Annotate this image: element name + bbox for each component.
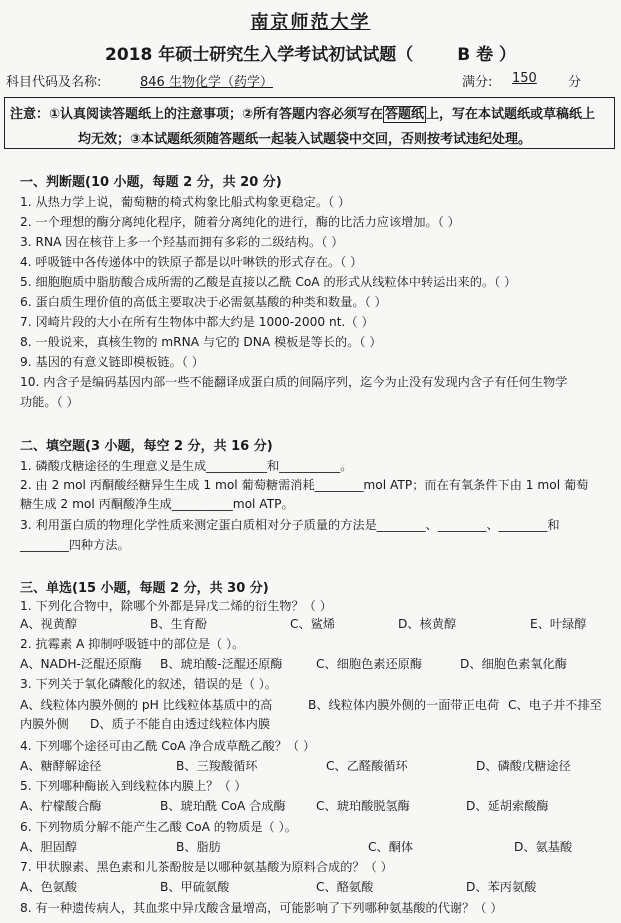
option: C、细胞色素还原酶 (316, 657, 423, 671)
judge-question-cont: 功能。（ ） (20, 395, 79, 409)
option: C、乙醛酸循环 (326, 759, 408, 773)
choice-question: 5. 下列哪种酶嵌入到线粒体内膜上？（ ） (20, 779, 247, 793)
fill-question-cont: ________四种方法。 (20, 538, 130, 552)
option: A、柠檬酸合酶 (20, 799, 102, 813)
subject-label: 科目代码及名称: (6, 75, 102, 90)
option: C、酮体 (368, 840, 414, 854)
option: B、脂肪 (176, 840, 221, 854)
notice-line-2: 均无效；③本试题纸须随答题纸一起装入试题袋中交回，否则按考试违纪处理。 (78, 132, 532, 147)
option: B、三羧酸循环 (176, 759, 258, 773)
section-3-title: 三、单选(15 小题，每题 2 分，共 30 分) (20, 581, 269, 596)
option-cont: 内膜外侧 (20, 717, 69, 731)
fill-question-cont: 糖生成 2 mol 丙酮酸净生成__________mol ATP。 (20, 497, 294, 511)
notice-line-1 (10, 103, 595, 122)
paper-version: B 卷 ） (457, 45, 517, 65)
judge-question: 4. 呼吸链中各传递体中的铁原子都是以叶啉铁的形式存在。（ ） (20, 255, 363, 269)
option: C、电子并不排至 (508, 698, 602, 712)
judge-question: 5. 细胞胞质中脂肪酸合成所需的乙酸是直接以乙酰 CoA 的形式从线粒体中转运出来的。（ ） (20, 275, 517, 289)
choice-question: 8. 有一种遗传病人，其血浆中异戊酸含量增高，可能影响了下列哪种氨基酸的代谢？（ ） (20, 901, 503, 915)
option: D、苯丙氨酸 (466, 880, 537, 894)
score-unit: 分 (568, 75, 582, 90)
score-label: 满分: (462, 75, 493, 90)
option: B、琥珀酰 CoA 合成酶 (160, 799, 286, 813)
option: D、延胡索酸酶 (466, 799, 549, 813)
option: A、线粒体内膜外侧的 pH 比线粒体基质中的高 (20, 698, 273, 712)
fill-question: 3. 利用蛋白质的物理化学性质来测定蛋白质相对分子质量的方法是________、________、________和 (20, 518, 560, 532)
option: B、线粒体内膜外侧的一面带正电荷 (308, 698, 500, 712)
judge-question: 2. 一个理想的酶分离纯化程序，随着分离纯化的进行，酶的比活力应该增加。（ ） (20, 215, 460, 229)
fill-question: 2. 由 2 mol 丙酮酸经糖异生生成 1 mol 葡萄糖需消耗________mol ATP；而在有氧条件下由 1 mol 葡萄 (20, 478, 589, 492)
choice-question: 1. 下列化合物中，除哪个外都是异戊二烯的衍生物？（ ） (20, 599, 332, 613)
option: D、核黄醇 (398, 617, 457, 631)
notice-line-1-b: 上，写在本试题纸或草稿纸上 (426, 107, 596, 122)
section-1-title: 一、判断题(10 小题，每题 2 分，共 20 分) (20, 175, 282, 190)
judge-question: 8. 一般说来，真核生物的 mRNA 与它的 DNA 模板是等长的。（ ） (20, 335, 382, 349)
notice-line-1-a: 注意：①认真阅读答题纸上的注意事项；②所有答题内容必须写在 (10, 107, 384, 122)
section-2-title: 二、填空题(3 小题，每空 2 分，共 16 分) (20, 439, 273, 454)
option: C、鲨烯 (290, 617, 336, 631)
notice-box (4, 97, 615, 149)
option: D、氨基酸 (514, 840, 573, 854)
judge-question: 1. 从热力学上说，葡萄糖的椅式构象比船式构象更稳定。（ ） (20, 195, 351, 209)
option: D、磷酸戊糖途径 (476, 759, 571, 773)
judge-question: 3. RNA 因在核苷上多一个羟基而拥有多彩的二级结构。（ ） (20, 235, 344, 249)
choice-question: 7. 甲状腺素、黑色素和儿茶酚胺是以哪种氨基酸为原料合成的？（ ） (20, 860, 393, 874)
option: B、琥珀酸-泛醌还原酶 (160, 657, 283, 671)
option: A、胆固醇 (20, 840, 78, 854)
judge-question: 10. 内含子是编码基因内部一些不能翻译成蛋白质的间隔序列，迄今为止没有发现内含子有任何生物学 (20, 375, 568, 389)
option: A、色氨酸 (20, 880, 78, 894)
option: B、生育酚 (150, 617, 208, 631)
answer-sheet-box: 答题纸 (385, 107, 425, 122)
option: D、细胞色素氧化酶 (460, 657, 567, 671)
judge-question: 6. 蛋白质生理价值的高低主要取决于必需氨基酸的种类和数量。（ ） (20, 295, 387, 309)
choice-question: 3. 下列关于氧化磷酸化的叙述，错误的是（ ）。 (20, 677, 278, 691)
judge-question: 9. 基因的有意义链即模板链。（ ） (20, 355, 204, 369)
option: C、酪氨酸 (316, 880, 374, 894)
option: C、琥珀酸脱氢酶 (316, 799, 410, 813)
exam-title (0, 40, 621, 65)
fill-question: 1. 磷酸戊糖途径的生理意义是生成__________和__________。 (20, 459, 353, 473)
choice-question: 4. 下列哪个途径可由乙酰 CoA 净合成草酰乙酸？（ ） (20, 739, 316, 753)
judge-question: 7. 冈崎片段的大小在所有生物体中都大约是 1000-2000 nt.（ ） (20, 315, 374, 329)
exam-title-text: 2018 年硕士研究生入学考试初试试题（ (104, 45, 414, 65)
score-value: 150 (512, 71, 537, 86)
option: B、甲硫氨酸 (160, 880, 230, 894)
option: E、叶绿醇 (530, 617, 587, 631)
choice-question: 6. 下列物质分解不能产生乙酸 CoA 的物质是（ ）。 (20, 820, 297, 834)
option: A、NADH-泛醌还原酶 (20, 657, 142, 671)
option: A、视黄醇 (20, 617, 78, 631)
option: D、质子不能自由透过线粒体内膜 (90, 717, 271, 731)
choice-question: 2. 抗霉素 A 抑制呼吸链中的部位是（ ）。 (20, 637, 245, 651)
university-name: 南京师范大学 (250, 12, 371, 33)
subject-value: 846 生物化学（药学） (140, 75, 273, 90)
option: A、糖酵解途径 (20, 759, 102, 773)
